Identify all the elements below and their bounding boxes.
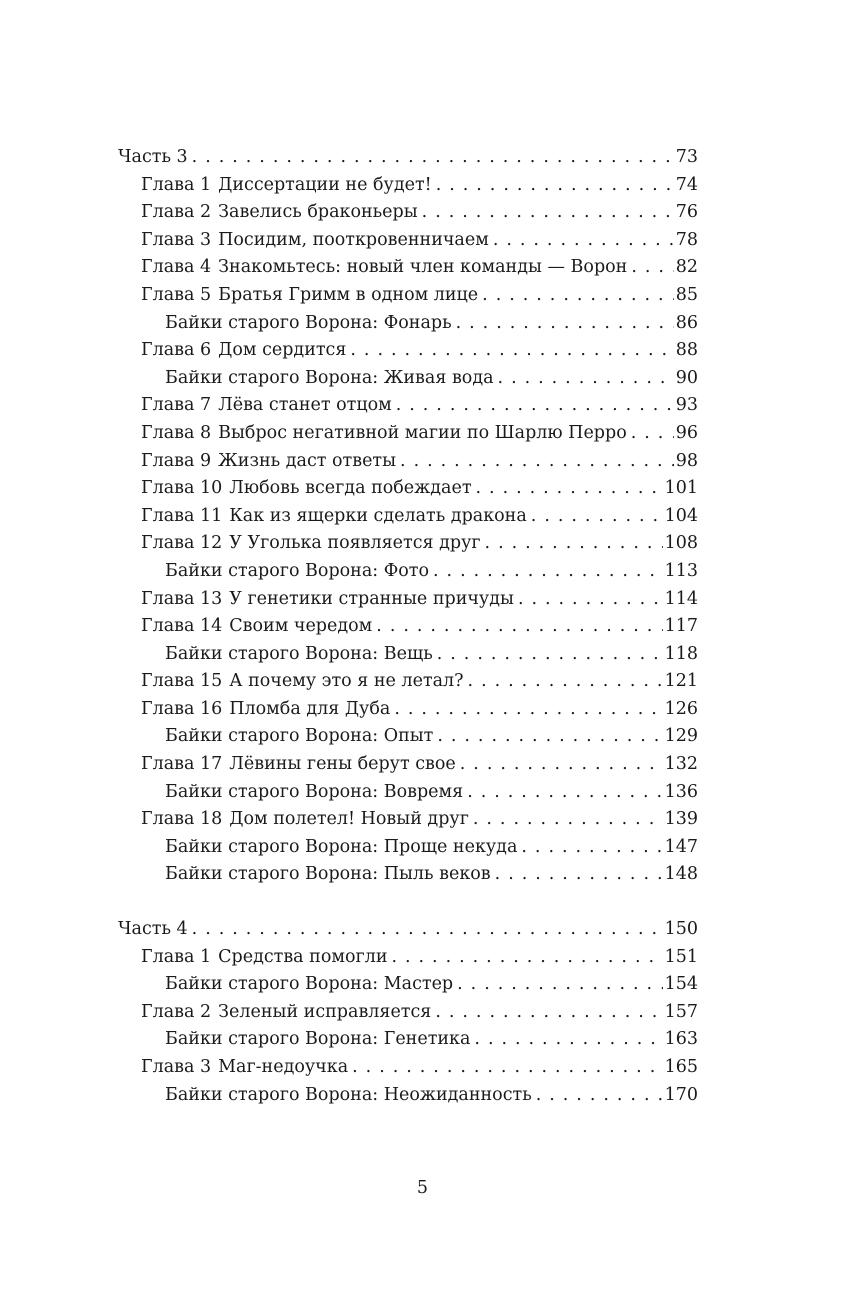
toc-chapter-number: Глава 7 [141, 395, 212, 416]
toc-entry-label [165, 971, 457, 999]
toc-entry-label [141, 696, 394, 724]
toc-chapter-entry[interactable] [118, 503, 698, 531]
toc-leader-dots [474, 1026, 662, 1054]
toc-entry-title: Диссертации не будет! [218, 174, 432, 195]
toc-entry-label [141, 448, 400, 476]
toc-page-number: 86 [675, 312, 698, 333]
toc-leader-dots [400, 448, 674, 476]
toc-chapter-number: Глава 16 [141, 698, 223, 719]
toc-chapter-entry[interactable] [118, 751, 698, 779]
toc-subentry[interactable] [118, 641, 698, 669]
toc-page-number: 73 [675, 147, 698, 167]
toc-leader-dots [437, 641, 663, 669]
toc-entry-title: Как из ящерки сделать дракона [229, 505, 527, 526]
toc-entry-title: Байки старого Ворона: Живая вода [165, 367, 494, 388]
toc-leader-dots [521, 834, 662, 862]
toc-leader-dots [422, 199, 674, 227]
toc-leader-dots [536, 1082, 663, 1110]
toc-entry-title: Байки старого Ворона: Вещь [165, 643, 433, 664]
toc-entry-title: Байки старого Ворона: Мастер [165, 974, 454, 995]
toc-entry-label [141, 586, 518, 614]
toc-page-number: 76 [675, 202, 698, 223]
toc-leader-dots [396, 392, 674, 420]
toc-part-heading[interactable] [118, 916, 698, 944]
table-of-contents [118, 144, 698, 1109]
toc-entry-label [141, 668, 468, 696]
toc-chapter-entry[interactable] [118, 227, 698, 255]
toc-entry-title: Завелись браконьеры [218, 202, 418, 223]
toc-subentry[interactable] [118, 558, 698, 586]
toc-chapter-entry[interactable] [118, 392, 698, 420]
toc-leader-dots [485, 530, 663, 558]
toc-chapter-entry[interactable] [118, 668, 698, 696]
toc-page-number: 150 [664, 919, 698, 940]
toc-leader-dots [437, 723, 662, 751]
toc-subentry[interactable] [118, 861, 698, 889]
toc-subentry[interactable] [118, 1082, 698, 1110]
toc-chapter-entry[interactable] [118, 999, 698, 1027]
toc-page-number: 85 [675, 284, 698, 305]
toc-entry-label [141, 613, 376, 641]
toc-subentry[interactable] [118, 365, 698, 393]
toc-chapter-entry[interactable] [118, 420, 698, 448]
toc-entry-title: Любовь всегда побеждает [229, 478, 472, 499]
toc-leader-dots [352, 1054, 662, 1082]
toc-leader-dots [631, 420, 674, 448]
toc-chapter-entry[interactable] [118, 172, 698, 200]
toc-leader-dots [436, 172, 674, 200]
toc-page-number: 104 [664, 505, 698, 526]
toc-page-number: 170 [664, 1084, 698, 1105]
toc-page-number: 88 [675, 340, 698, 361]
toc-chapter-entry[interactable] [118, 254, 698, 282]
toc-chapter-number: Глава 5 [141, 284, 212, 305]
toc-entry-title: Дом сердится [218, 340, 347, 361]
toc-entry-label [141, 1054, 352, 1082]
toc-entry-title: Зеленый исправляется [218, 1001, 432, 1022]
toc-entry-title: У генетики странные причуды [229, 588, 514, 609]
toc-subentry[interactable] [118, 1026, 698, 1054]
toc-page-number: 121 [664, 671, 698, 692]
toc-entry-label [141, 227, 493, 255]
toc-entry-title: Лёва станет отцом [218, 395, 392, 416]
toc-leader-dots [192, 144, 674, 172]
toc-chapter-number: Глава 9 [141, 450, 212, 471]
toc-chapter-number: Глава 2 [141, 1001, 212, 1022]
toc-page-number: 148 [664, 864, 698, 885]
toc-page-number: 78 [675, 229, 698, 250]
toc-entry-label [141, 199, 422, 227]
toc-leader-dots [394, 696, 662, 724]
toc-page-number: 163 [664, 1029, 698, 1050]
toc-chapter-number: Глава 10 [141, 478, 223, 499]
toc-entry-label [141, 172, 436, 200]
toc-subentry[interactable] [118, 723, 698, 751]
toc-leader-dots [391, 944, 662, 972]
toc-chapter-number: Глава 3 [141, 1057, 212, 1077]
toc-entry-label [141, 254, 631, 282]
toc-chapter-number: Глава 8 [141, 422, 212, 443]
toc-chapter-entry[interactable] [118, 199, 698, 227]
toc-leader-dots [192, 916, 663, 944]
toc-leader-dots [456, 310, 674, 338]
toc-entry-title: Лёвины гены берут свое [229, 754, 456, 775]
toc-entry-label [141, 751, 460, 779]
toc-page-number: 101 [664, 478, 698, 499]
toc-entry-label [141, 530, 485, 558]
toc-subentry[interactable] [118, 779, 698, 807]
toc-entry-title: Байки старого Ворона: Фото [165, 560, 430, 581]
toc-entry-title: Байки старого Ворона: Вовремя [165, 781, 464, 802]
toc-subentry[interactable] [118, 834, 698, 862]
toc-part-label: Часть 4 [118, 919, 188, 940]
toc-leader-dots [493, 227, 674, 255]
toc-entry-label [141, 475, 476, 503]
toc-entry-label [165, 1026, 474, 1054]
toc-entry-label [141, 337, 350, 365]
toc-leader-dots [457, 971, 662, 999]
toc-entry-label [165, 779, 467, 807]
toc-page-number: 147 [664, 836, 698, 857]
toc-page-number: 98 [675, 450, 698, 471]
toc-entry-title: Своим чередом [229, 616, 373, 637]
toc-entry-label [141, 282, 482, 310]
toc-chapter-entry[interactable] [118, 282, 698, 310]
toc-leader-dots [435, 999, 662, 1027]
toc-entry-label [165, 1082, 536, 1110]
toc-entry-title: Средства помогли [218, 946, 388, 967]
toc-chapter-entry[interactable] [118, 806, 698, 834]
toc-part-heading[interactable] [118, 144, 698, 172]
toc-chapter-number: Глава 13 [141, 588, 223, 609]
toc-page-number: 93 [675, 395, 698, 416]
toc-page-number: 126 [664, 698, 698, 719]
toc-entry-label [141, 392, 396, 420]
toc-entry-title: Братья Гримм в одном лице [218, 284, 479, 305]
toc-entry-title: Посидим, пооткровенничаем [218, 229, 489, 250]
toc-subentry[interactable] [118, 971, 698, 999]
toc-chapter-entry[interactable] [118, 613, 698, 641]
toc-leader-dots [631, 254, 673, 282]
toc-part-4 [118, 916, 698, 1109]
toc-leader-dots [468, 668, 663, 696]
toc-chapter-number: Глава 11 [141, 505, 223, 526]
toc-entry-label [141, 503, 531, 531]
toc-entry-title: Выброс негативной магии по Шарлю Перро [218, 422, 627, 443]
toc-leader-dots [518, 586, 663, 614]
toc-entry-title: У Уголька появляется друг [229, 533, 481, 554]
toc-chapter-number: Глава 14 [141, 616, 223, 637]
toc-leader-dots [498, 365, 674, 393]
toc-entry-label [165, 558, 433, 586]
toc-entry-title: Дом полетел! Новый друг [229, 809, 469, 830]
toc-chapter-number: Глава 2 [141, 202, 212, 223]
page-number: 5 [416, 1178, 429, 1198]
toc-subentry[interactable] [118, 310, 698, 338]
toc-chapter-entry[interactable] [118, 944, 698, 972]
toc-entry-title: Байки старого Ворона: Неожиданность [165, 1084, 532, 1105]
toc-page-number: 151 [664, 946, 698, 967]
toc-entry-title: Знакомьтесь: новый член команды — Ворон [218, 257, 628, 278]
toc-entry-label [165, 365, 498, 393]
toc-chapter-entry[interactable] [118, 337, 698, 365]
toc-page-number: 117 [664, 616, 698, 637]
toc-entry-title: Байки старого Ворона: Опыт [165, 726, 434, 747]
toc-chapter-entry[interactable] [118, 696, 698, 724]
toc-page-number: 74 [675, 174, 698, 195]
toc-page-number: 139 [664, 809, 698, 830]
toc-chapter-entry[interactable] [118, 475, 698, 503]
toc-entry-label [165, 834, 521, 862]
toc-entry-label [141, 944, 391, 972]
toc-chapter-number: Глава 17 [141, 754, 223, 775]
toc-entry-title: Байки старого Ворона: Пыль веков [165, 864, 491, 885]
toc-entry-title: Байки старого Ворона: Генетика [165, 1029, 471, 1050]
toc-page-number: 114 [664, 588, 698, 609]
toc-leader-dots [482, 282, 674, 310]
toc-chapter-entry[interactable] [118, 448, 698, 476]
toc-leader-dots [376, 613, 662, 641]
toc-page-number: 108 [664, 533, 698, 554]
toc-page-number: 82 [675, 257, 698, 278]
toc-entry-title: Жизнь даст ответы [218, 450, 397, 471]
toc-chapter-entry[interactable] [118, 1054, 698, 1082]
toc-entry-label [165, 310, 456, 338]
toc-chapter-number: Глава 3 [141, 229, 212, 250]
toc-chapter-number: Глава 15 [141, 671, 223, 692]
toc-entry-title: Маг-недоучка [218, 1057, 349, 1077]
toc-entry-title: Байки старого Ворона: Фонарь [165, 312, 452, 333]
toc-chapter-number: Глава 1 [141, 174, 212, 195]
toc-page-number: 96 [675, 422, 698, 443]
toc-entry-title: Байки старого Ворона: Проще некуда [165, 836, 518, 857]
toc-entry-label [141, 999, 435, 1027]
toc-page-number: 165 [664, 1057, 698, 1077]
toc-page-number: 154 [664, 974, 698, 995]
toc-chapter-number: Глава 12 [141, 533, 223, 554]
toc-leader-dots [473, 806, 663, 834]
toc-chapter-number: Глава 18 [141, 809, 223, 830]
toc-leader-dots [467, 779, 662, 807]
toc-leader-dots [460, 751, 663, 779]
toc-entry-label [141, 806, 473, 834]
toc-entry-label [165, 723, 437, 751]
toc-leader-dots [350, 337, 673, 365]
toc-entry-label [141, 420, 631, 448]
toc-leader-dots [495, 861, 663, 889]
toc-page-number: 129 [664, 726, 698, 747]
toc-part-3 [118, 144, 698, 889]
toc-chapter-number: Глава 1 [141, 946, 212, 967]
toc-leader-dots [433, 558, 663, 586]
toc-page-number: 157 [664, 1001, 698, 1022]
toc-page-number: 132 [664, 754, 698, 775]
toc-page-number: 136 [664, 781, 698, 802]
toc-entry-label [165, 641, 437, 669]
toc-chapter-entry[interactable] [118, 586, 698, 614]
toc-entry-label [165, 861, 495, 889]
toc-page-number: 113 [664, 560, 698, 581]
toc-chapter-number: Глава 6 [141, 340, 212, 361]
toc-page-number: 118 [664, 643, 698, 664]
toc-entry-title: Пломба для Дуба [229, 698, 391, 719]
toc-chapter-number: Глава 4 [141, 257, 212, 278]
toc-page-number: 90 [675, 367, 698, 388]
toc-entry-title: А почему это я не летал? [229, 671, 464, 692]
toc-leader-dots [476, 475, 663, 503]
toc-part-label: Часть 3 [118, 147, 188, 167]
toc-chapter-entry[interactable] [118, 530, 698, 558]
toc-leader-dots [531, 503, 663, 531]
